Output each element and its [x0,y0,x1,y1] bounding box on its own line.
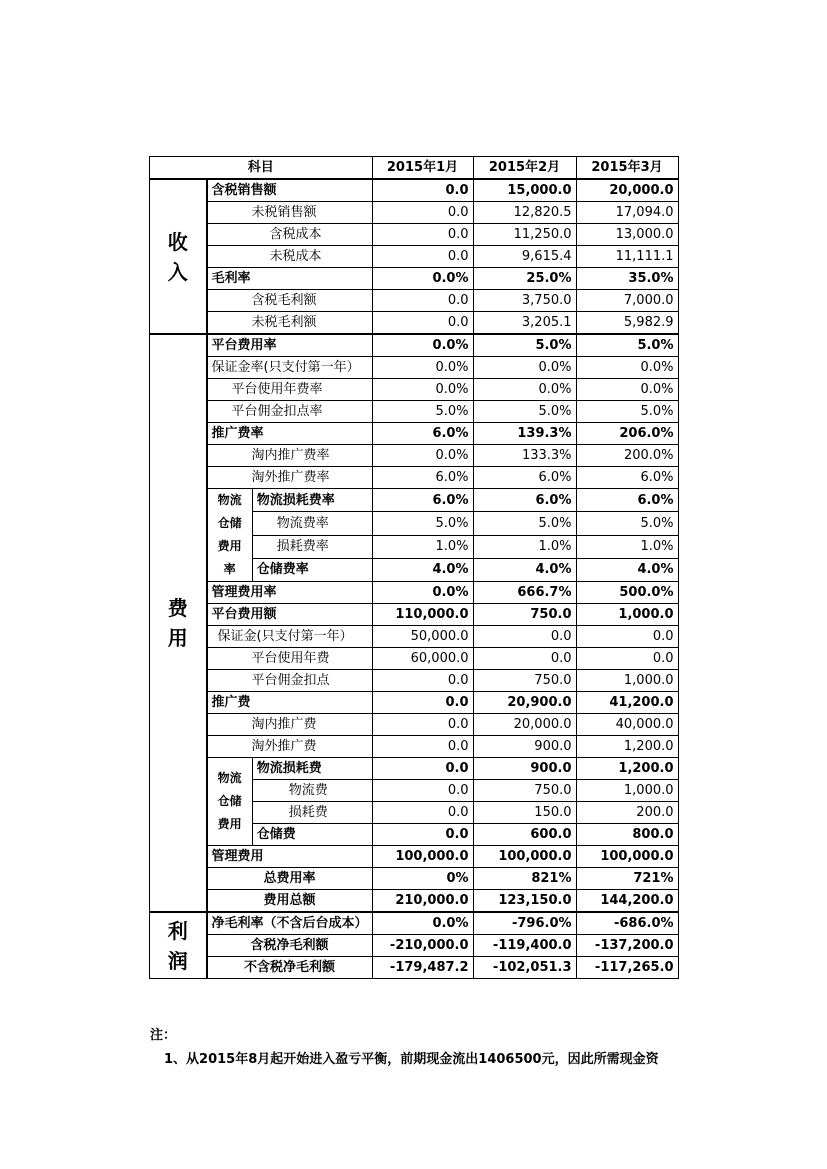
financial-table [149,156,679,979]
cell-value: 0.0 [372,224,473,246]
cell-value: 900.0 [473,758,576,780]
cell-value: 800.0 [576,824,678,846]
cell-value: 133.3% [473,445,576,467]
cell-value: 3,750.0 [473,290,576,312]
row-label: 平台使用年费率 [207,379,373,401]
cell-value: 5.0% [372,401,473,423]
row-label: 含税销售额 [207,179,373,202]
cell-value: 721% [576,868,678,890]
cell-value: 5.0% [473,401,576,423]
cell-value: 6.0% [576,467,678,489]
row-label: 净毛利率（不含后台成本） [207,912,373,935]
cell-value: 9,615.4 [473,246,576,268]
cell-value: 0.0 [372,202,473,224]
table-row [150,692,679,714]
cell-value: 5.0% [576,401,678,423]
cell-value: 1,000.0 [576,604,678,626]
row-label: 保证金率(只支付第一年） [207,357,373,379]
table-row [150,268,679,290]
table-row [150,202,679,224]
cell-value: 0.0 [372,736,473,758]
row-label: 淘内推广费率 [207,445,373,467]
cell-value: 5.0% [473,334,576,357]
cell-value: -102,051.3 [473,957,576,979]
row-label: 未税毛利额 [207,312,373,335]
table-row [150,445,679,467]
cell-value: 0.0 [372,780,473,802]
cell-value: 5.0% [473,512,576,535]
table-row [150,736,679,758]
row-label: 物流费 [252,780,372,802]
table-row [150,912,679,935]
cell-value: 41,200.0 [576,692,678,714]
cell-value: 0.0 [372,290,473,312]
table-row [150,401,679,423]
row-label: 含税成本 [207,224,373,246]
cell-value: 20,000.0 [576,179,678,202]
row-label: 未税销售额 [207,202,373,224]
table-row [150,334,679,357]
table-row [150,868,679,890]
row-label: 仓储费率 [252,558,372,581]
row-label: 淘内推广费 [207,714,373,736]
row-label: 淘外推广费 [207,736,373,758]
cell-value: 20,900.0 [473,692,576,714]
cell-value: 0.0% [372,357,473,379]
table-row [150,957,679,979]
cell-value: 0.0% [473,379,576,401]
cell-value: 6.0% [372,489,473,512]
table-row [150,582,679,604]
table-row [150,224,679,246]
header-month-3: 2015年3月 [576,157,678,180]
cell-value: 7,000.0 [576,290,678,312]
cell-value: 0.0 [372,758,473,780]
cell-value: 25.0% [473,268,576,290]
cell-value: 6.0% [372,467,473,489]
cell-value: 50,000.0 [372,626,473,648]
table-row [150,423,679,445]
cell-value: 0.0 [372,670,473,692]
table-row [150,670,679,692]
table-row [150,379,679,401]
row-label: 未税成本 [207,246,373,268]
table-row [150,626,679,648]
cell-value: 1.0% [473,535,576,558]
cell-value: -686.0% [576,912,678,935]
cell-value: 210,000.0 [372,890,473,913]
table-row [150,489,679,512]
row-label: 淘外推广费率 [207,467,373,489]
cell-value: 4.0% [473,558,576,581]
subgroup-logistics-rate: 物流 仓储 费用 率 [207,489,253,582]
cell-value: 13,000.0 [576,224,678,246]
row-label: 不含税净毛利额 [207,957,373,979]
cell-value: 100,000.0 [372,846,473,868]
notes-line-1: 1、从2015年8月起开始进入盈亏平衡，前期现金流出1406500元，因此所需现金资 [164,1052,659,1067]
table-row [150,246,679,268]
header-month-1: 2015年1月 [372,157,473,180]
row-label: 平台费用额 [207,604,373,626]
row-label: 费用总额 [207,890,373,913]
cell-value: 123,150.0 [473,890,576,913]
cell-value: -210,000.0 [372,935,473,957]
cell-value: 4.0% [372,558,473,581]
cell-value: 900.0 [473,736,576,758]
cell-value: 0.0 [372,824,473,846]
row-label: 损耗费率 [252,535,372,558]
cell-value: 0.0 [372,179,473,202]
cell-value: 0.0 [576,648,678,670]
table-row [150,312,679,335]
cell-value: 5,982.9 [576,312,678,335]
cell-value: 0.0% [576,379,678,401]
cell-value: -137,200.0 [576,935,678,957]
cell-value: 0.0% [372,379,473,401]
cell-value: 60,000.0 [372,648,473,670]
cell-value: 0.0% [372,268,473,290]
cell-value: 5.0% [372,512,473,535]
cell-value: -179,487.2 [372,957,473,979]
cell-value: 6.0% [576,489,678,512]
row-label: 含税净毛利额 [207,935,373,957]
cell-value: 6.0% [372,423,473,445]
cell-value: -117,265.0 [576,957,678,979]
cell-value: 1,000.0 [576,670,678,692]
cell-value: 3,205.1 [473,312,576,335]
cell-value: 17,094.0 [576,202,678,224]
cell-value: 0.0 [372,246,473,268]
cell-value: 20,000.0 [473,714,576,736]
cell-value: -796.0% [473,912,576,935]
row-label: 总费用率 [207,868,373,890]
table-row [150,890,679,913]
row-label: 仓储费 [252,824,372,846]
row-label: 损耗费 [252,802,372,824]
cell-value: 200.0% [576,445,678,467]
row-label: 物流损耗费 [252,758,372,780]
cell-value: 0.0 [372,312,473,335]
cell-value: 100,000.0 [473,846,576,868]
cell-value: 0% [372,868,473,890]
row-label: 推广费率 [207,423,373,445]
row-label: 物流费率 [252,512,372,535]
cell-value: 150.0 [473,802,576,824]
cell-value: 750.0 [473,670,576,692]
section-expense: 费 用 [150,334,207,912]
cell-value: 11,250.0 [473,224,576,246]
row-label: 物流损耗费率 [252,489,372,512]
cell-value: 750.0 [473,780,576,802]
table-row [150,846,679,868]
cell-value: 11,111.1 [576,246,678,268]
subgroup-logistics-amount: 物流 仓储 费用 [207,758,253,846]
cell-value: 1.0% [576,535,678,558]
table-row [150,714,679,736]
row-label: 平台费用率 [207,334,373,357]
cell-value: 35.0% [576,268,678,290]
row-label: 平台佣金扣点率 [207,401,373,423]
row-label: 含税毛利额 [207,290,373,312]
cell-value: 0.0 [372,802,473,824]
cell-value: 144,200.0 [576,890,678,913]
cell-value: 0.0 [576,626,678,648]
table-row [150,935,679,957]
cell-value: 0.0 [473,648,576,670]
section-income: 收 入 [150,179,207,334]
cell-value: 139.3% [473,423,576,445]
cell-value: 0.0% [372,582,473,604]
cell-value: 5.0% [576,334,678,357]
cell-value: 1.0% [372,535,473,558]
row-label: 毛利率 [207,268,373,290]
table-row [150,758,679,780]
row-label: 推广费 [207,692,373,714]
header-month-2: 2015年2月 [473,157,576,180]
cell-value: 200.0 [576,802,678,824]
table-row [150,604,679,626]
cell-value: 1,200.0 [576,758,678,780]
cell-value: 6.0% [473,489,576,512]
cell-value: 0.0 [372,714,473,736]
row-label: 管理费用 [207,846,373,868]
cell-value: 1,000.0 [576,780,678,802]
row-label: 平台佣金扣点 [207,670,373,692]
cell-value: 206.0% [576,423,678,445]
cell-value: 750.0 [473,604,576,626]
section-profit: 利 润 [150,912,207,979]
table-row [150,179,679,202]
cell-value: 6.0% [473,467,576,489]
header-subject: 科目 [150,157,373,180]
cell-value: 4.0% [576,558,678,581]
cell-value: 110,000.0 [372,604,473,626]
table-row [150,648,679,670]
cell-value: 0.0% [372,334,473,357]
cell-value: 0.0 [372,692,473,714]
cell-value: 1,200.0 [576,736,678,758]
cell-value: 100,000.0 [576,846,678,868]
cell-value: 500.0% [576,582,678,604]
cell-value: 0.0% [576,357,678,379]
cell-value: 5.0% [576,512,678,535]
cell-value: 0.0 [473,626,576,648]
cell-value: 0.0% [372,445,473,467]
cell-value: 15,000.0 [473,179,576,202]
cell-value: 666.7% [473,582,576,604]
row-label: 保证金(只支付第一年） [207,626,373,648]
table-row [150,290,679,312]
notes-title: 注： [150,1028,177,1043]
cell-value: 600.0 [473,824,576,846]
cell-value: 0.0% [372,912,473,935]
cell-value: 12,820.5 [473,202,576,224]
cell-value: 0.0% [473,357,576,379]
row-label: 管理费用率 [207,582,373,604]
cell-value: 40,000.0 [576,714,678,736]
row-label: 平台使用年费 [207,648,373,670]
header-row [150,157,679,180]
cell-value: 821% [473,868,576,890]
cell-value: -119,400.0 [473,935,576,957]
table-row [150,357,679,379]
table-row [150,467,679,489]
